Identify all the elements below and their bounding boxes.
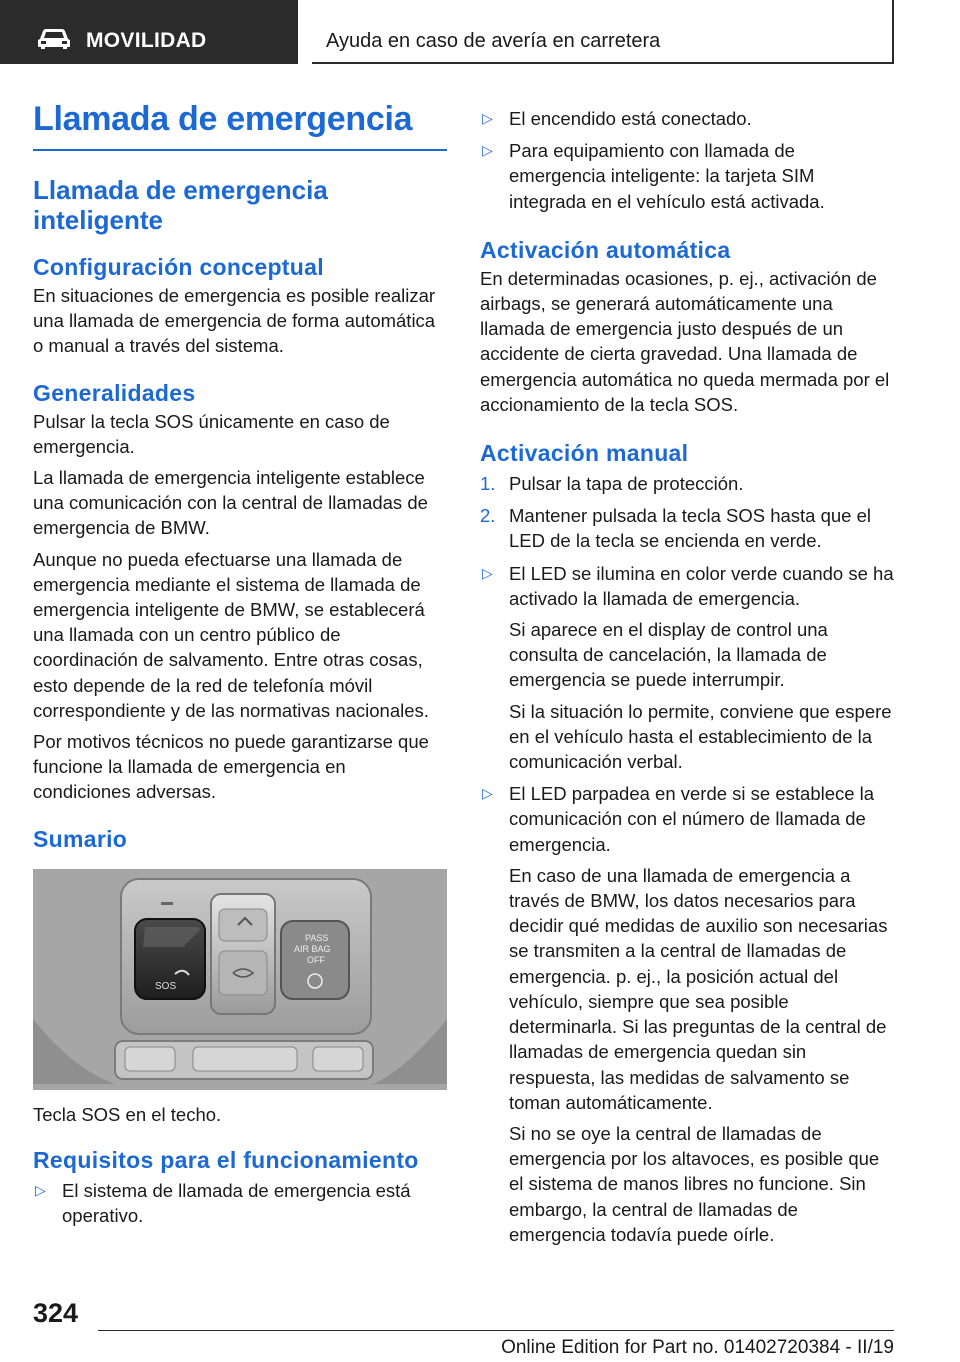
bullet-triangle-icon: ▷ (482, 564, 493, 581)
list-item: ▷ El encendido está conectado. (480, 106, 896, 131)
footer-rule (98, 1330, 894, 1331)
bullet-triangle-icon: ▷ (482, 142, 493, 159)
roof-console-illustration (33, 869, 447, 1090)
pass-label: PASS (305, 932, 329, 943)
requirements-heading: Requisitos para el funcionamiento (33, 1146, 419, 1173)
requirements-list-continued (480, 106, 896, 214)
sos-label: SOS (155, 980, 177, 992)
concept-heading: Configuración conceptual (33, 254, 324, 280)
concept-text: En situaciones de emergencia es posible realizar una llamada de emergencia de forma automática o manual a través del sistema. (33, 285, 436, 357)
off-label: OFF (307, 954, 325, 965)
manual-activation-heading: Activación manual (480, 440, 689, 467)
general-heading: Generalidades (33, 379, 196, 406)
chapter-tab[interactable] (312, 0, 894, 64)
section-tab[interactable] (0, 0, 298, 64)
page-title: Llamada de emergencia (33, 100, 413, 138)
general-paragraph-3: Aunque no pueda efectuarse una llamada de emergencia mediante el sistema de llamada de emergencia inteligente de BMW, se establecerá una llamada con un centro público de coordinación de salvamento. Entre otras cosas, esto depende de la red de telefonía móvil correspondiente y de las normativas nacionales. (33, 548, 429, 721)
page-number: 324 (33, 1298, 79, 1328)
airbag-label: AIR BAG (294, 943, 331, 954)
edition-note: Online Edition for Part no. 01402720384 - II/19 (501, 1337, 894, 1358)
summary-heading: Sumario (33, 825, 128, 852)
sos-button-photo (33, 869, 447, 1090)
figure-caption: Tecla SOS en el techo. (33, 1103, 222, 1125)
bullet-triangle-icon: ▷ (482, 785, 493, 802)
list-item: ▷ El LED se ilumina en color verde cuando se ha activado la llamada de emergencia. Si aparece en el display de control una consulta de cancelación, la llamada de emergencia se puede interrumpir. Si la situación lo permite, conviene que espere en el vehículo hasta el establecimiento de la comunicación verbal. (482, 562, 894, 773)
bullet-triangle-icon: ▷ (482, 110, 493, 126)
general-paragraph-2: La llamada de emergencia inteligente establece una comunicación con la central de llamadas de emergencia de BMW. (33, 467, 428, 539)
bullet-triangle-icon: ▷ (35, 1181, 46, 1198)
section-subtitle: Llamada de emergencia inteligente (33, 175, 328, 235)
step-number: 2. (480, 505, 496, 527)
section-label: MOVILIDAD (86, 29, 207, 52)
page-header (0, 0, 960, 66)
list-item: 1. Pulsar la tapa de protección. (480, 471, 896, 496)
list-item: ▷ El LED parpadea en verde si se establece la comunicación con el número de llamada de emergencia. En caso de una llamada de emergencia a través de BMW, los datos necesarios para decidir qué medidas de auxilio son necesarias se transmiten a la central de llamadas de emergencia. p. ej., la posición actual del vehículo, siempre que sea posible determinarla. Si las preguntas de la central de llamadas de emergencia quedan sin respuesta, las medidas de salvamento se toman automáticamente. Si no se oye la central de llamadas de emergencia por los altavoces, es posible que el sistema de manos libres no funcione. Sin embargo, la central de llamadas de emergencia todavía puede oírle. (482, 783, 888, 1245)
auto-activation-heading: Activación automática (480, 236, 731, 263)
right-column (480, 96, 896, 1254)
car-icon (36, 27, 72, 49)
general-paragraph-1: Pulsar la tecla SOS únicamente en caso de emergencia. (33, 410, 390, 457)
chapter-title: Ayuda en caso de avería en carretera (326, 30, 661, 52)
left-column (33, 96, 447, 1235)
general-paragraph-4: Por motivos técnicos no puede garantizarse que funcione la llamada de emergencia en condiciones adversas. (33, 731, 429, 803)
list-item: ▷ Para equipamiento con llamada de emergencia inteligente: la tarjeta SIM integrada en el vehículo está activada. (482, 140, 825, 212)
manual-steps (480, 471, 896, 554)
step-number: 1. (480, 473, 496, 495)
title-rule (33, 149, 447, 151)
list-item: ▷ El sistema de llamada de emergencia está operativo. (35, 1179, 411, 1226)
manual-results (480, 561, 896, 1247)
requirements-list (33, 1178, 447, 1228)
list-item: 2. Mantener pulsada la tecla SOS hasta que el LED de la tecla se encienda en verde. (480, 505, 872, 552)
auto-activation-text: En determinadas ocasiones, p. ej., activación de airbags, se generará automáticamente una llamada de emergencia justo después de un accidente de cierta gravedad. Una llamada de emergencia automática no queda mermada por el accionamiento de la tecla SOS. (480, 267, 890, 415)
